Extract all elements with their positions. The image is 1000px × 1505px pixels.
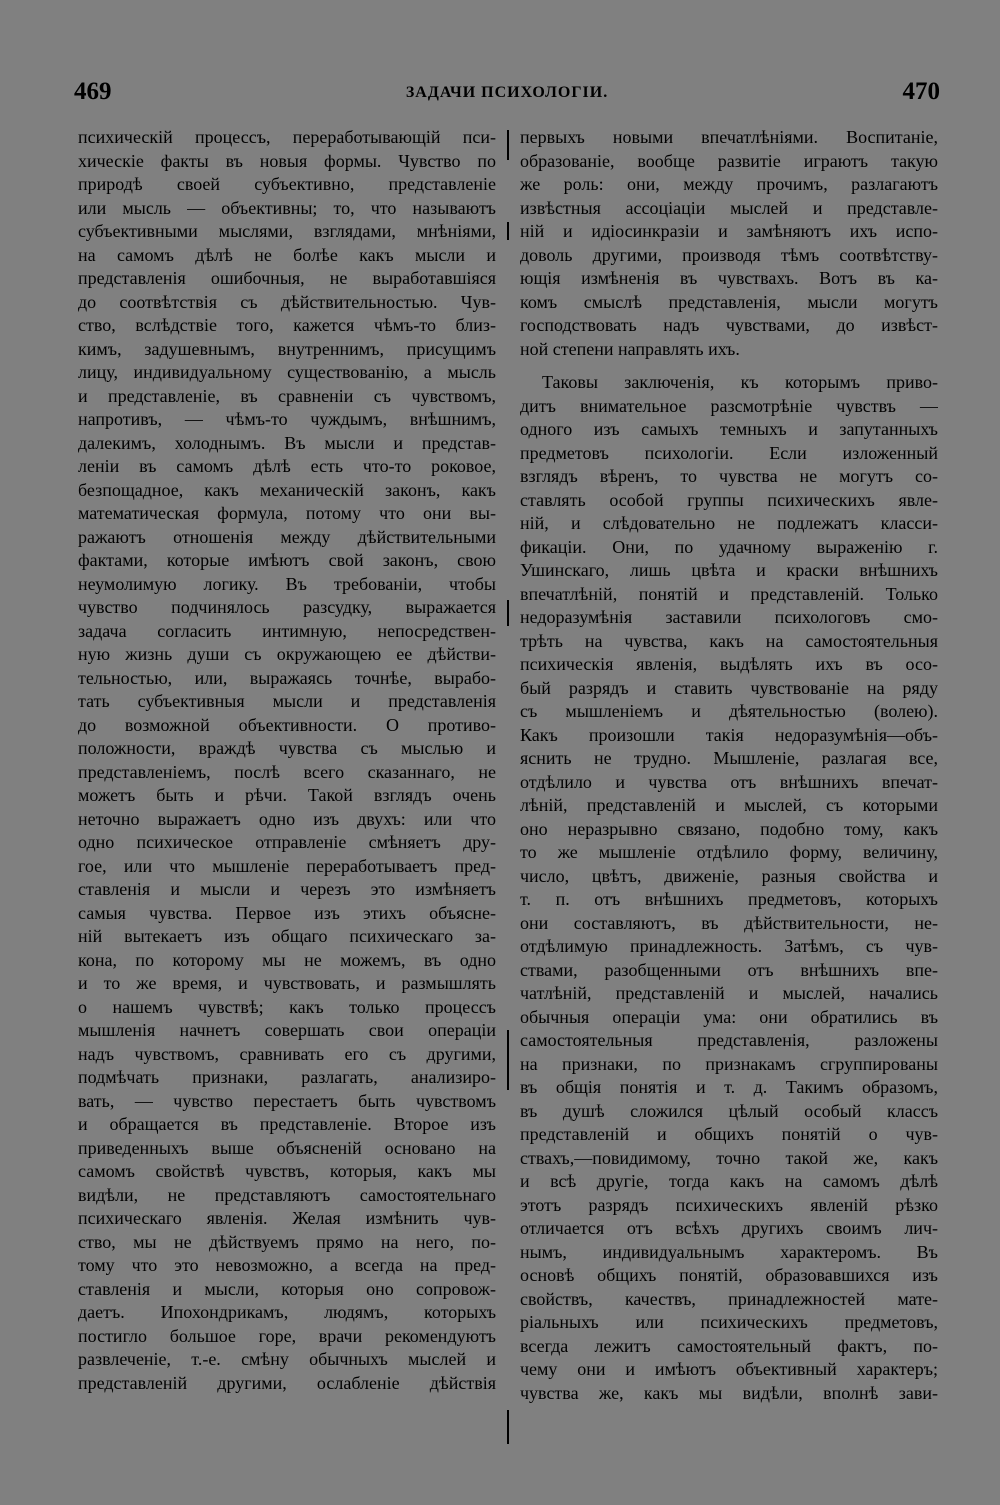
text-line: ній и идіосинкразіи и замѣняютъ ихъ испо-	[520, 221, 938, 241]
running-title: ЗАДАЧИ ПСИХОЛОГІИ.	[405, 84, 609, 101]
text-line: чему они и имѣютъ объективный характеръ;	[520, 1359, 938, 1379]
text-line: Какъ произошли такія недоразумѣнія—объ-	[520, 724, 938, 745]
text-line: ставлять особой группы психическихъ явле-	[520, 489, 938, 510]
text-line: яснить не трудно. Мышленіе, разлагая все,	[520, 748, 938, 768]
text-line: т. п. отъ внѣшнихъ предметовъ, которыхъ	[520, 889, 938, 909]
text-line: недоразумѣнія заставили психологовъ смо-	[520, 607, 938, 627]
column-divider	[507, 130, 509, 160]
text-line: напротивъ, — чѣмъ-то чуждымъ, внѣшнимъ,	[78, 409, 496, 429]
text-line: ставленія и мысли и черезъ это измѣняетъ	[78, 879, 496, 899]
text-line: предметовъ психологіи. Если изложенный	[520, 442, 938, 463]
text-line: математическая формула, потому что они вы-	[78, 503, 496, 523]
text-line: образованіе, вообще развитіе играютъ такую	[520, 150, 938, 171]
text-line: самостоятельныя представленія, разложены	[520, 1030, 938, 1050]
text-line: видѣли, не представляютъ самостоятельнаго	[78, 1184, 496, 1205]
text-line: задача согласить интимную, непосредствен-	[78, 620, 496, 641]
paragraph	[520, 371, 938, 1405]
text-line: число, цвѣтъ, движеніе, разныя свойства и	[520, 865, 938, 886]
text-line: о нашемъ чувствѣ; какъ только процессъ	[78, 996, 496, 1017]
text-line: господствовать надъ чувствами, до извѣст-	[520, 315, 938, 335]
text-line: чатлѣній, представленій и мыслей, начались	[520, 983, 938, 1003]
column-divider	[507, 600, 509, 626]
text-line: можетъ быть и рѣчи. Такой взглядъ очень	[78, 785, 496, 805]
text-line: неумолимую логику. Въ требованіи, чтобы	[78, 573, 496, 594]
right-column	[520, 126, 938, 1405]
text-line: на самомъ дѣлѣ не болѣе какъ мысли и	[78, 244, 496, 265]
text-line: представленія ошибочныя, не выработавшіяся	[78, 268, 496, 288]
text-line: кимъ, задушевнымъ, внутреннимъ, присущимъ	[78, 338, 496, 359]
text-line: ражаютъ отношенія между дѣйствительными	[78, 526, 496, 547]
text-line: лѣній, представленій и мыслей, съ которыми	[520, 795, 938, 815]
text-line: самомъ свойствѣ чувствъ, которыя, какъ мы	[78, 1161, 496, 1181]
text-line: первыхъ новыми впечатлѣніями. Воспитаніе,	[520, 127, 938, 147]
text-line: ной степени направлять ихъ.	[520, 338, 740, 359]
text-line: въ душѣ сложился цѣлый особый классъ	[520, 1100, 938, 1121]
text-line: безпощадное, какъ механическій законъ, какъ	[78, 479, 496, 500]
text-line: развлеченіе, т.-е. смѣну обычныхъ мыслей и	[78, 1349, 496, 1369]
text-line: представленій и общихъ понятій о чув-	[520, 1124, 938, 1144]
text-line: вать, — чувство перестаетъ быть чувствомъ	[78, 1090, 496, 1111]
text-line: представленіемъ, послѣ всего сказаннаго, не	[78, 761, 496, 782]
text-line: психическія явленія, выдѣлять ихъ въ осо-	[520, 654, 938, 674]
column-divider	[507, 1410, 509, 1444]
page-header	[74, 76, 940, 108]
text-line: надъ чувствомъ, сравнивать его съ другими,	[78, 1043, 496, 1064]
text-line: въ общія понятія и т. д. Такимъ образомъ,	[520, 1077, 938, 1097]
left-column	[78, 126, 496, 1395]
text-line: субъективными мыслями, взглядами, мнѣніями,	[78, 221, 496, 241]
text-line: отдѣлимую принадлежность. Затѣмъ, съ чув-	[520, 936, 938, 956]
text-line: отдѣлило и чувства отъ внѣшнихъ впечат-	[520, 771, 938, 792]
text-line: Ушинскаго, лишь цвѣта и краски внѣшнихъ	[520, 560, 938, 580]
text-line: приведенныхъ выше объясненій основано на	[78, 1137, 496, 1158]
text-line: основѣ общихъ понятій, образовавшихся изъ	[520, 1265, 938, 1285]
text-line: кона, по которому мы не можемъ, въ одно	[78, 949, 496, 970]
column-divider	[507, 222, 509, 240]
text-line: тать субъективныя мысли и представленія	[78, 691, 496, 711]
text-line: подмѣчать признаки, разлагать, анализиро-	[78, 1067, 496, 1087]
text-line: и всѣ другіе, тогда какъ на самомъ дѣлѣ	[520, 1171, 938, 1191]
text-line: или мысль — объективны; то, что называютъ	[78, 197, 496, 218]
text-line: на признаки, по признакамъ сгруппированы	[520, 1053, 938, 1074]
text-line: даетъ. Ипохондрикамъ, людямъ, которыхъ	[78, 1302, 496, 1322]
text-line: комъ смыслѣ представленія, мысли могутъ	[520, 291, 938, 312]
text-line: самыя чувства. Первое изъ этихъ объясне-	[78, 902, 496, 923]
text-line: чувства же, какъ мы видѣли, вполнѣ зави-	[520, 1382, 938, 1403]
text-line: нымъ, индивидуальнымъ характеромъ. Въ	[520, 1241, 938, 1262]
text-line: гое, или что мышленіе переработываетъ пред-	[78, 855, 496, 876]
text-line: одно психическое отправленіе смѣняетъ дру-	[78, 832, 496, 852]
text-line: дитъ внимательное разсмотрѣніе чувствъ —	[520, 395, 938, 416]
text-line: неточно выражаетъ одно изъ двухъ: или что	[78, 808, 496, 829]
text-line: бый разрядъ и ставить чувствованіе на ряду	[520, 677, 938, 698]
text-line: до соотвѣтствія съ дѣйствительностью. Чув-	[78, 291, 496, 312]
text-line: ную жизнь души съ окружающею ее дѣйстви-	[78, 644, 496, 664]
text-line: ствахъ,—повидимому, точно такой же, какъ	[520, 1147, 938, 1168]
text-line: и то же время, и чувствовать, и размышлять	[78, 973, 496, 993]
text-line: чувство подчинялось разсудку, выражается	[78, 597, 496, 617]
page-number-right: 470	[902, 78, 940, 105]
text-line: отличается отъ всѣхъ другихъ своимъ лич-	[520, 1218, 938, 1238]
column-divider	[507, 1030, 509, 1090]
text-line: доволь другими, производя тѣмъ соотвѣтству-	[520, 244, 938, 265]
text-line: ній вытекаетъ изъ общаго психическаго за-	[78, 926, 496, 946]
text-line: свойствъ, качествъ, принадлежностей мате-	[520, 1288, 938, 1309]
text-line: природѣ своей субъективно, представленіе	[78, 174, 496, 194]
text-line: одного изъ самыхъ темныхъ и запутанныхъ	[520, 419, 938, 439]
page-number-left: 469	[74, 78, 112, 105]
text-line: психическій процессъ, переработывающій пси-	[78, 127, 496, 147]
text-line: представленій другими, ослабленіе дѣйствія	[78, 1372, 496, 1393]
text-line: далекимъ, холоднымъ. Въ мысли и представ-	[78, 432, 496, 453]
text-line: всегда лежитъ самостоятельный фактъ, по-	[520, 1335, 938, 1356]
paragraph-gap	[520, 361, 938, 371]
text-line: до возможной объективности. О противо-	[78, 714, 496, 735]
text-line: взглядъ вѣренъ, то чувства не могутъ со-	[520, 466, 938, 486]
text-line: леніи въ самомъ дѣлѣ есть что-то роковое,	[78, 456, 496, 476]
text-line: то же мышленіе отдѣлило форму, величину,	[520, 842, 938, 862]
text-line: ствами, разобщенными отъ внѣшнихъ впе-	[520, 959, 938, 980]
text-line: тельностью, или, выражаясь точнѣе, вырабо-	[78, 667, 496, 688]
text-line: и обращается въ представленіе. Второе изъ	[78, 1114, 496, 1134]
text-line: психическаго явленія. Желая измѣнить чув-	[78, 1208, 496, 1228]
text-line: лицу, индивидуальному существованію, а мысль	[78, 362, 496, 382]
text-line: этотъ разрядъ психическихъ явленій рѣзко	[520, 1194, 938, 1215]
text-line: мышленія начнетъ совершать свои операціи	[78, 1020, 496, 1040]
text-line: извѣстныя ассоціаціи мыслей и представле-	[520, 197, 938, 218]
text-line: впечатлѣній, понятій и представленій. Только	[520, 583, 938, 604]
text-line: ній, и слѣдовательно не подлежатъ класси-	[520, 513, 938, 533]
text-line: фикаціи. Они, по удачному выраженію г.	[520, 536, 938, 557]
text-line: ющія измѣненія въ чувствахъ. Вотъ въ ка-	[520, 268, 938, 288]
text-line: постигло большое горе, врачи рекомендуютъ	[78, 1325, 496, 1346]
text-line: они составляютъ, въ дѣйствительности, не-	[520, 912, 938, 933]
text-line: ство, вслѣдствіе того, кажется чѣмъ-то близ-	[78, 315, 496, 335]
text-line: положности, враждѣ чувства съ мыслью и	[78, 738, 496, 758]
text-line: оно неразрывно связано, подобно тому, какъ	[520, 818, 938, 839]
text-line: фактами, которые имѣютъ свой законъ, свою	[78, 550, 496, 570]
text-line: трѣть на чувства, какъ на самостоятельныя	[520, 630, 938, 651]
text-line: хическіе факты въ новыя формы. Чувство по	[78, 150, 496, 171]
paragraph	[520, 126, 938, 361]
text-line: Таковы заключенія, къ которымъ приво-	[542, 372, 938, 392]
text-line: тому что это невозможно, а всегда на пред-	[78, 1255, 496, 1275]
text-line: же роль: они, между прочимъ, разлагаютъ	[520, 174, 938, 194]
text-line: ство, мы не дѣйствуемъ прямо на него, по-	[78, 1231, 496, 1252]
text-line: съ мышленіемъ и дѣятельностью (волею).	[520, 701, 938, 721]
text-line: и представленіе, въ сравненіи съ чувствомъ,	[78, 385, 496, 406]
text-line: обычныя операціи ума: они обратились въ	[520, 1006, 938, 1027]
text-line: ріальныхъ или психическихъ предметовъ,	[520, 1312, 938, 1332]
text-line: ставленія и мысли, которыя оно сопровож-	[78, 1278, 496, 1299]
